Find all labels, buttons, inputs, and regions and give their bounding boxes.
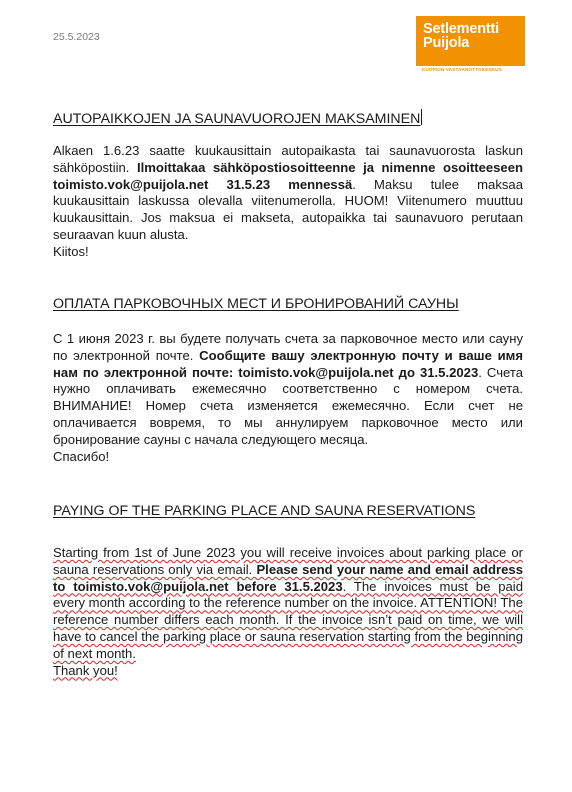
heading-english: PAYING OF THE PARKING PLACE AND SAUNA RESERVATIONS [53, 503, 476, 519]
paragraph-finnish-bold: Ilmoittakaa sähköpostiosoitteenne ja nimenne osoitteeseen toimisto.vok@puijola.net 31.5.23 mennessä [53, 159, 523, 192]
logo-tagline: KUOPION VASTAANOTTOKESKUS [422, 67, 502, 72]
text-cursor [421, 109, 422, 125]
document-date: 25.5.2023 [53, 31, 100, 43]
thanks-russian: Спасибо! [53, 448, 110, 464]
logo-line-2: Puijola [423, 35, 470, 51]
logo-line-1: Setlementti [423, 21, 499, 37]
paragraph-russian-bold: Сообщите вашу электронную почту и ваше имя нам по электронной почте: toimisto.vok@puijola.net до 31.5.2023 [53, 347, 523, 380]
organization-logo [416, 16, 525, 66]
heading-finnish-text: AUTOPAIKKOJEN JA SAUNAVUOROJEN MAKSAMINEN [53, 111, 421, 127]
thanks-english: Thank you! [53, 662, 118, 678]
thanks-finnish: Kiitos! [53, 243, 89, 259]
paragraph-english-intro: Starting from 1st of June 2023 you will receive invoices about parking place or sauna reservations only via email. [53, 545, 523, 577]
heading-russian: ОПЛАТА ПАРКОВОЧНЫХ МЕСТ И БРОНИРОВАНИЙ САУНЫ [53, 296, 459, 312]
paragraph-english-bold: Please send your name and email address to toimisto.vok@puijola.net before 31.5.2023 [53, 561, 523, 594]
paragraph-finnish-rest: . Maksu tulee maksaa kuukausittain laskussa olevalla viitenumerolla. HUOM! Viitenumero muuttuu kuukausittain. Jos maksua ei makseta, autopaikka tai saunavuoro perutaan seuraavan kuun alusta. [53, 176, 523, 242]
paragraph-finnish-intro: Alkaen 1.6.23 saatte kuukausittain autopaikasta tai saunavuorosta laskun sähköpostiin. [53, 143, 523, 175]
paragraph-russian-rest: . Счета нужно оплачивать ежемесячно соответственно с номером счета. ВНИМАНИЕ! Номер счета изменяется ежемесячно. Если счет не оплачивается вовремя, то мы аннулируем парковочное место или бронирование сауны с начала следующего месяца. [53, 364, 524, 447]
paragraph-english-rest: . The invoices must be paid every month according to the reference number on the invoice. ATTENTION! The reference number differs each month. If the invoice isn’t paid on time, we will have to cancel the parking place or sauna reservation starting from the beginning of next month. [53, 578, 523, 661]
paragraph-russian [53, 331, 523, 465]
paragraph-finnish [53, 143, 523, 261]
paragraph-russian-intro: С 1 июня 2023 г. вы будете получать счета за парковочное место или сауну по электронной почте. [53, 331, 523, 363]
paragraph-english [53, 545, 523, 679]
heading-finnish [53, 109, 422, 128]
